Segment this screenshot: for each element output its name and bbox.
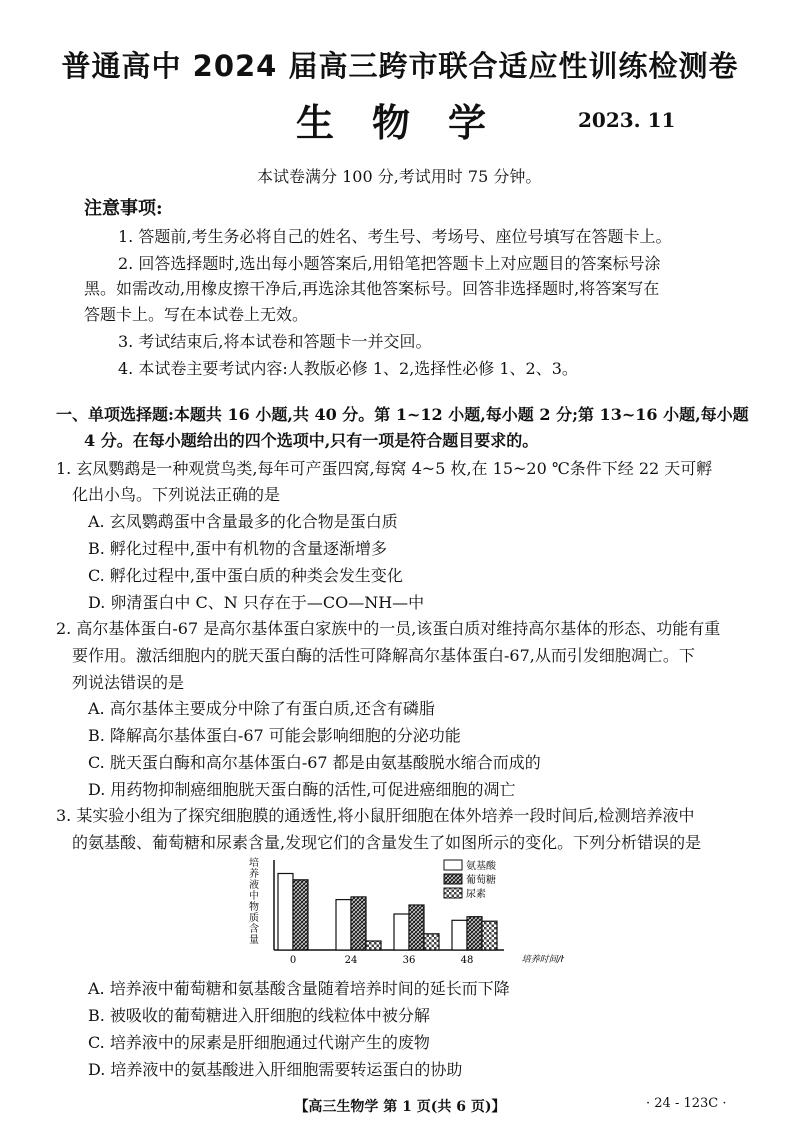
subject-title: 生物学 [296,101,525,145]
bar-urea [366,941,381,950]
q2-option: A. 高尔基体主要成分中除了有蛋白质,还含有磷脂 [88,699,435,718]
chart-legend [444,859,497,900]
x-tick-label: 36 [402,955,416,966]
q2-stem: 要作用。激活细胞内的胱天蛋白酶的活性可降解高尔基体蛋白-67,从而引发细胞凋亡。下 [72,646,695,665]
legend-swatch [444,860,462,870]
legend-label: 尿素 [466,889,486,900]
y-axis-label-char: 物 [249,902,259,913]
bar-chart-svg [244,852,564,976]
page-footer: 【高三生物学 第 1 页(共 6 页)】 [294,1099,506,1115]
q2-option: B. 降解高尔基体蛋白-67 可能会影响细胞的分泌功能 [88,726,461,745]
bar-glucose [293,880,308,950]
bar-urea [482,921,497,950]
q2-stem: 2. 高尔基体蛋白-67 是高尔基体蛋白家族中的一员,该蛋白质对维持高尔基体的形态、功能有重 [56,619,721,638]
bar-glucose [351,897,366,950]
y-axis-label-char: 液 [249,880,259,891]
q2-option: D. 用药物抑制癌细胞胱天蛋白酶的活性,可促进癌细胞的凋亡 [88,780,516,799]
section-heading-cont: 4 分。在每小题给出的四个选项中,只有一项是符合题目要求的。 [84,431,539,450]
exam-date: 2023. 11 [578,108,676,132]
notice-line: 2. 回答选择题时,选出每小题答案后,用铅笔把答题卡上对应题目的答案标号涂 [118,254,661,273]
q3-option: C. 培养液中的尿素是肝细胞通过代谢产生的废物 [88,1033,430,1052]
y-axis-label-char: 培 [249,858,259,869]
q1-option: C. 孵化过程中,蛋中蛋白质的种类会发生变化 [88,566,403,585]
section-heading: 一、单项选择题:本题共 16 小题,共 40 分。第 1~12 小题,每小题 2 分;第 13~16 小题,每小题 [56,405,749,424]
notice-line: 黑。如需改动,用橡皮擦干净后,再选涂其他答案标号。回答非选择题时,将答案写在 [84,279,660,298]
notice-line: 4. 本试卷主要考试内容:人教版必修 1、2,选择性必修 1、2、3。 [118,359,578,378]
bar-amino-acid [278,874,293,951]
q3-stem: 的氨基酸、葡萄糖和尿素含量,发现它们的含量发生了如图所示的变化。下列分析错误的是 [72,833,702,852]
bar-urea [424,934,439,950]
legend-swatch [444,888,462,898]
q2-stem: 列说法错误的是 [72,673,185,692]
notice-line: 3. 考试结束后,将本试卷和答题卡一并交回。 [118,332,432,351]
bar-amino-acid [336,900,351,950]
exam-title: 普通高中 2024 届高三跨市联合适应性训练检测卷 [61,49,739,83]
y-axis-label-char: 质 [249,913,259,924]
bar-amino-acid [452,920,467,950]
q1-option: A. 玄凤鹦鹉蛋中含量最多的化合物是蛋白质 [88,512,398,531]
notice-heading: 注意事项: [84,198,163,219]
q3-option: A. 培养液中葡萄糖和氨基酸含量随着培养时间的延长而下降 [88,979,510,998]
bar-amino-acid [394,914,409,950]
x-tick-label: 48 [460,955,474,966]
q3-stem: 3. 某实验小组为了探究细胞膜的通透性,将小鼠肝细胞在体外培养一段时间后,检测培养液中 [56,806,695,825]
q3-option: D. 培养液中的氨基酸进入肝细胞需要转运蛋白的协助 [88,1060,463,1079]
y-axis-label-char: 养 [249,869,259,880]
q1-option: B. 孵化过程中,蛋中有机物的含量逐渐增多 [88,539,388,558]
bar-glucose [409,905,424,950]
bar-glucose [467,917,482,950]
legend-label: 氨基酸 [466,861,496,872]
q1-stem: 化出小鸟。下列说法正确的是 [72,485,281,504]
x-tick-label: 0 [289,955,297,966]
y-axis-label-char: 量 [249,935,259,946]
legend-swatch [444,874,462,884]
legend-label: 葡萄糖 [466,875,496,886]
bar-chart [244,852,564,976]
q3-option: B. 被吸收的葡萄糖进入肝细胞的线粒体中被分解 [88,1006,430,1025]
paper-code: · 24 - 123C · [646,1096,727,1111]
x-tick-label: 24 [344,955,358,966]
exam-intro: 本试卷满分 100 分,考试用时 75 分钟。 [257,167,542,186]
notice-line: 答题卡上。写在本试卷上无效。 [84,305,309,324]
q1-option: D. 卵清蛋白中 C、N 只存在于—CO—NH—中 [88,593,425,612]
q1-stem: 1. 玄凤鹦鹉是一种观赏鸟类,每年可产蛋四窝,每窝 4~5 枚,在 15~20 ℃条件下经 22 天可孵 [56,459,713,478]
y-axis-label [249,856,259,946]
q2-option: C. 胱天蛋白酶和高尔基体蛋白-67 都是由氨基酸脱水缩合而成的 [88,753,541,772]
x-axis-label: 培养时间/h [521,955,564,965]
notice-line: 1. 答题前,考生务必将自己的姓名、考生号、考场号、座位号填写在答题卡上。 [118,227,672,246]
y-axis-label-char: 含 [249,924,259,935]
y-axis-label-char: 中 [249,891,259,902]
